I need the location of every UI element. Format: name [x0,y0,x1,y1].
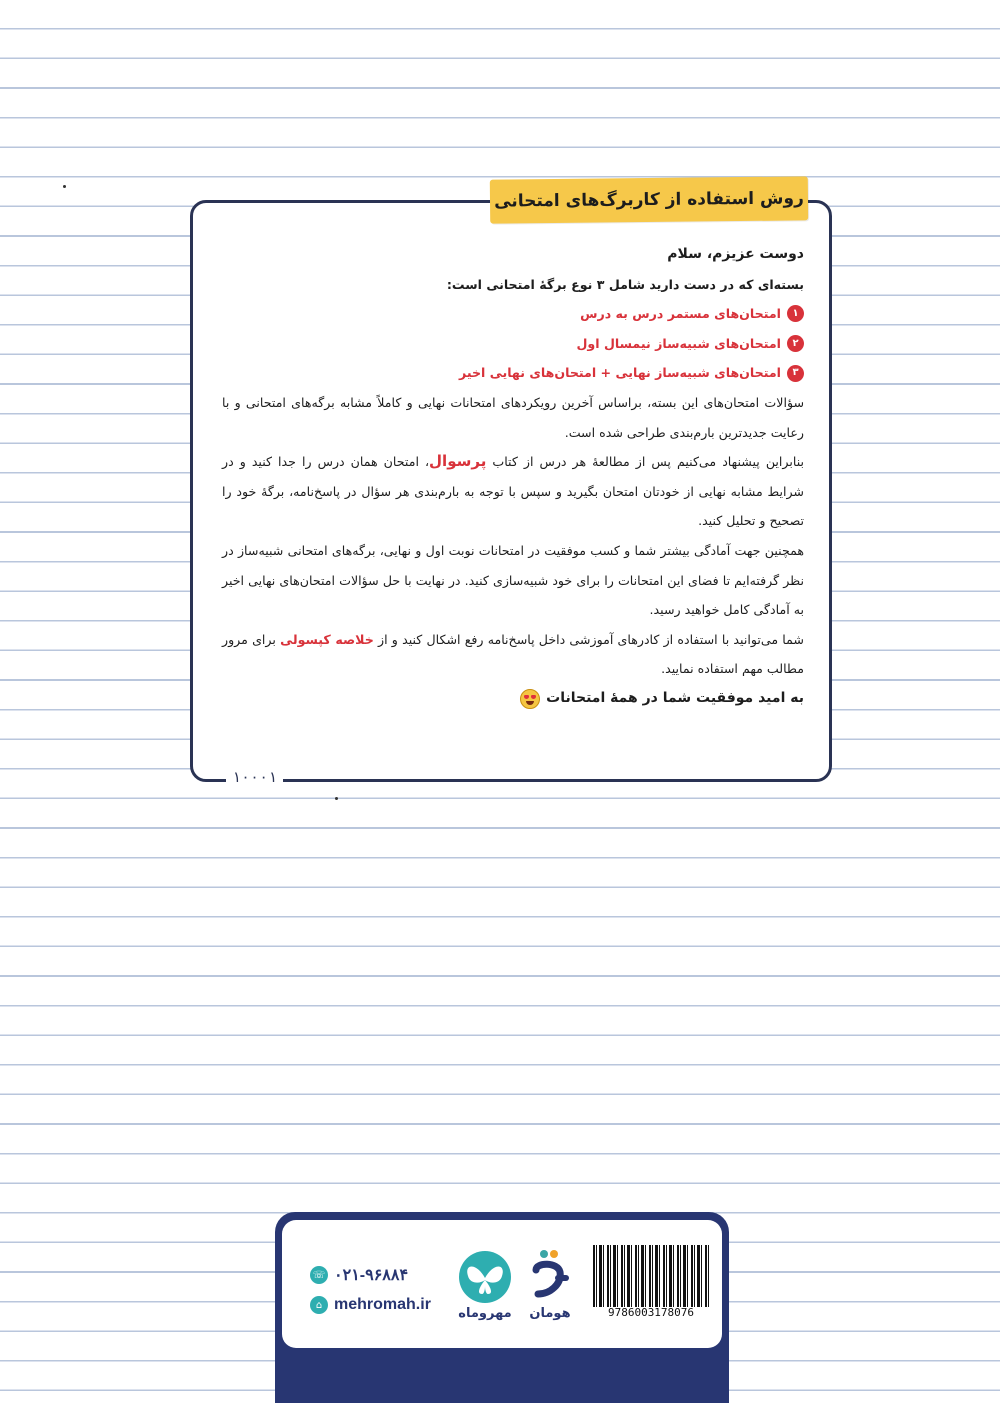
website-link[interactable]: mehromah.ir [334,1296,431,1313]
content-block [222,240,804,714]
paragraph-2-end: ، امتحان همان درس را جدا کنید و در شرایط مشابه نهایی از خودتان امتحان بگیرید و سپس با توجه به بارم‌بندی هر سؤال در پاسخ‌نامه، برگهٔ خود را تصحیح و تحلیل کنید. [222,454,804,529]
capsule-summary-highlight: خلاصه کپسولی [280,631,374,647]
closing-line [222,684,804,714]
type-item-3 [222,358,804,388]
paragraph-4-start: شما می‌توانید با استفاده از کادرهای آموزشی داخل پاسخ‌نامه رفع اشکال کنید و از [373,631,804,647]
brand-name: پرسوال [429,452,487,471]
type-label: امتحان‌های شبیه‌ساز نهایی + امتحان‌های نهایی اخیر [458,365,781,381]
home-icon: ⌂ [310,1296,328,1314]
mehromah-name: مهروماه [458,1306,512,1321]
type-label: امتحان‌های مستمر درس به درس [580,306,781,322]
intro-text: بسته‌ای که در دست دارید شامل ۳ نوع برگهٔ امتحانی است: [446,276,804,292]
website-row [310,1296,431,1314]
box-number: ۱۰۰۰۱ [226,768,283,786]
isbn-number: 9786003178076 [607,1306,695,1319]
phone-number: ۰۲۱-۹۶۸۸۴ [334,1267,409,1284]
paragraph-3: همچنین جهت آمادگی بیشتر شما و کسب موفقیت در امتحانات نوبت اول و نهایی، برگه‌های امتحانی شبیه‌ساز در نظر گرفته‌ایم تا فضای این امتحانات را برای خود شبیه‌سازی کنید. در نهایت با حل سؤالات امتحان‌های نهایی اخیر به آمادگی کامل خواهید رسید. [222,542,804,618]
title-tab [490,176,808,223]
speck-mark [63,185,66,188]
butterfly-logo-icon [456,1250,514,1304]
speck-mark [335,797,338,800]
closing-text: به امید موفقیت شما در همهٔ امتحانات [546,689,804,706]
paragraph-4 [222,625,804,684]
type-item-2 [222,329,804,359]
number-badge: ۲ [787,335,804,352]
paragraph-2-start: بنابراین پیشنهاد می‌کنیم پس از مطالعهٔ هر درس از کتاب [486,454,804,470]
paragraph-4-end: برای مرور مطالب مهم استفاده نمایید. [222,631,804,677]
paragraph-1: سؤالات امتحان‌های این بسته، براساس آخرین رویکردهای امتحانات نهایی و کاملاً مشابه برگه‌های امتحانی و با رعایت جدیدترین بارم‌بندی طراحی شده است. [222,394,804,440]
houman-logo-icon [528,1248,574,1302]
smiley-heart-eyes-icon [520,689,540,709]
houman-name: هومان [529,1306,571,1321]
phone-icon: ☏ [310,1266,328,1284]
barcode-icon [593,1245,709,1307]
page-title: روش استفاده از کاربرگ‌های امتحانی [494,188,804,212]
phone-row [310,1265,408,1285]
greeting: دوست عزیزم، سلام [667,246,804,262]
type-label: امتحان‌های شبیه‌ساز نیمسال اول [576,335,781,351]
number-badge: ۱ [787,305,804,322]
paragraph-2 [222,447,804,536]
number-badge: ۳ [787,365,804,382]
type-item-1 [222,299,804,329]
